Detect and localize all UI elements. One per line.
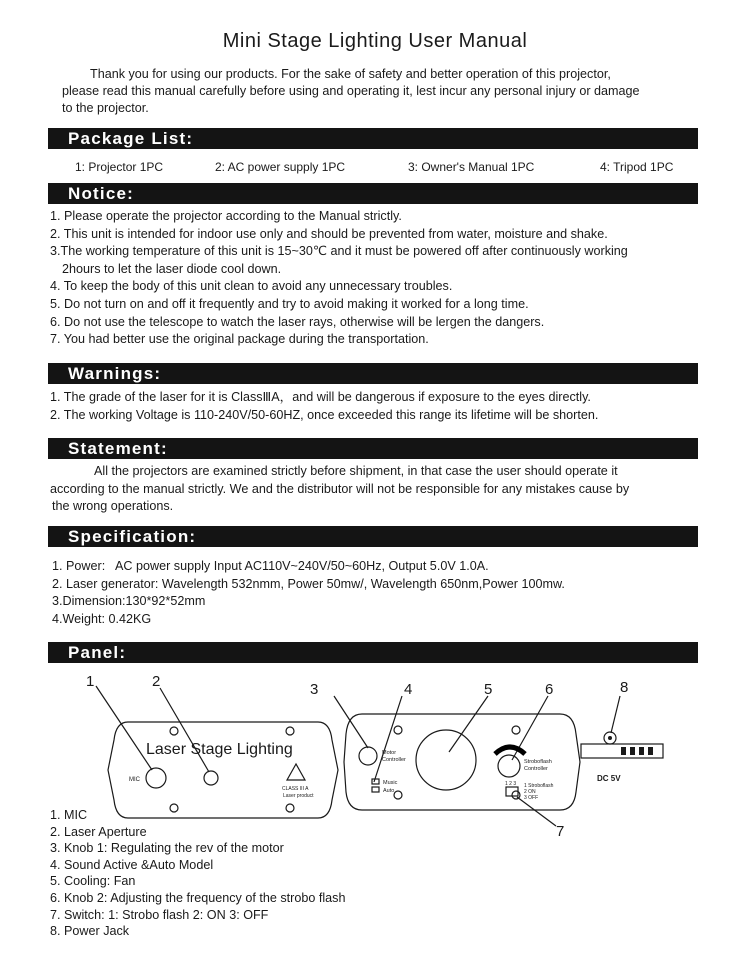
notice-item: 4. To keep the body of this unit clean to avoid any unnecessary troubles. [50, 279, 453, 294]
panel-heading-bar [48, 642, 698, 663]
legend-item: 2. Laser Aperture [50, 824, 147, 839]
notice-item: 5. Do not turn on and off it frequently and try to avoid making it worked for a long time. [50, 296, 529, 311]
spec-item: 1. Power: AC power supply Input AC110V~240V/50~60Hz, Output 5.0V 1.0A. [52, 559, 489, 573]
package-item: 3: Owner's Manual 1PC [408, 160, 535, 174]
switch-option-2: 2 ON [524, 789, 536, 795]
intro-line-2: please read this manual carefully before using and operating it, lest incur any personal injury or damage [62, 84, 640, 98]
switch-option-1: 1 Stroboflash [524, 783, 554, 789]
callout-8: 8 [620, 679, 629, 696]
notice-list [50, 208, 730, 349]
notice-item: 1. Please operate the projector according to the Manual strictly. [50, 209, 402, 223]
legend-item: 6. Knob 2: Adjusting the frequency of the strobo flash [50, 890, 346, 905]
back-screw [512, 726, 520, 734]
switch-numbers: 1 2 3 [505, 781, 517, 787]
spec-item: 4.Weight: 0.42KG [52, 611, 152, 626]
statement-paragraph [50, 463, 710, 516]
leader-line [611, 696, 620, 733]
statement-line-1: All the projectors are examined strictly before shipment, in that case the user should operate it [94, 464, 618, 478]
legend-item: 3. Knob 1: Regulating the rev of the motor [50, 841, 284, 856]
back-screw [394, 791, 402, 799]
spec-item: 3.Dimension:130*92*52mm [52, 594, 206, 609]
power-jack-pin [608, 736, 612, 740]
legend-item: 4. Sound Active &Auto Model [50, 857, 214, 872]
leader-line [449, 696, 488, 752]
auto-label: Auto [383, 788, 395, 794]
legend-item: 5. Cooling: Fan [50, 874, 136, 889]
legend-item: 8. Power Jack [50, 924, 130, 939]
intro-line-1: Thank you for using our products. For the sake of safety and better operation of this projector, [90, 67, 611, 81]
notice-item: 2. This unit is intended for indoor use only and should be prevented from water, moisture and shake. [50, 226, 608, 241]
front-panel-label: Laser Stage Lighting [146, 741, 293, 758]
motor-knob [359, 747, 377, 765]
motor-label: Motor [382, 750, 397, 756]
class-label: CLASS III A [282, 786, 309, 792]
power-jack-teeth [630, 747, 635, 755]
power-jack-teeth [621, 747, 626, 755]
callout-5: 5 [484, 681, 493, 698]
controller-label: Controller [382, 757, 406, 763]
callout-4: 4 [404, 681, 413, 698]
intro-paragraph [62, 66, 712, 117]
leader-line [334, 696, 368, 748]
intro-line-3: to the projector. [62, 101, 149, 115]
laser-product-label: Laser product [283, 793, 314, 799]
package-item: 1: Projector 1PC [75, 160, 164, 174]
warnings-heading: Warnings: [68, 364, 162, 383]
package-list [48, 160, 698, 176]
back-screw [394, 726, 402, 734]
notice-heading: Notice: [68, 184, 135, 203]
statement-line-3: the wrong operations. [52, 499, 174, 514]
package-item: 2: AC power supply 1PC [215, 160, 346, 174]
music-label: Music [383, 780, 398, 786]
specification-list [52, 558, 732, 628]
warning-item: 1. The grade of the laser for it is ClassⅢA，and will be dangerous if exposure to the eyes directly. [50, 390, 591, 404]
statement-line-2: according to the manual strictly. We and the distributor will not be responsible for any mistakes cause by [50, 481, 630, 496]
statement-heading: Statement: [68, 439, 168, 458]
front-screw [170, 727, 178, 735]
mode-switch-auto [372, 787, 379, 792]
statement-heading-bar [48, 438, 698, 459]
panel-heading: Panel: [68, 643, 127, 662]
specification-heading-bar [48, 526, 698, 547]
leader-line [160, 688, 209, 772]
notice-heading-bar [48, 183, 698, 204]
notice-item: 3.The working temperature of this unit is 15~30℃ and it must be powered off after continuously working [50, 244, 628, 259]
warnings-list [50, 389, 730, 424]
manual-title: Mini Stage Lighting User Manual [222, 30, 528, 52]
warnings-heading-bar [48, 363, 698, 384]
leader-line [96, 686, 152, 770]
legend-item: 7. Switch: 1: Strobo flash 2: ON 3: OFF [50, 907, 269, 922]
package-list-heading: Package List: [68, 129, 194, 148]
callout-1: 1 [86, 673, 95, 690]
package-item: 4: Tripod 1PC [600, 160, 674, 174]
panel-legend [50, 807, 730, 940]
callout-3: 3 [310, 681, 319, 698]
mic-label: MIC [129, 777, 140, 783]
strobe-arc [495, 747, 525, 754]
fan-circle [416, 730, 476, 790]
front-screw [286, 727, 294, 735]
front-panel-outline [108, 722, 338, 818]
mode-switch-music [372, 779, 379, 784]
package-list-heading-bar [48, 128, 698, 149]
notice-item: 7. You had better use the original package during the transportation. [50, 332, 429, 347]
notice-item: 6. Do not use the telescope to watch the laser rays, otherwise will be lergen the dangers. [50, 314, 545, 329]
spec-item: 2. Laser generator: Wavelength 532nmm, Power 50mw/, Wavelength 650nm,Power 100mw. [52, 576, 565, 591]
specification-heading: Specification: [68, 527, 197, 546]
legend-item: 1. MIC [50, 808, 88, 822]
laser-aperture-circle [204, 771, 218, 785]
leader-line [374, 696, 402, 782]
callout-7: 7 [556, 823, 565, 840]
callout-6: 6 [545, 681, 554, 698]
strobe-knob [498, 755, 520, 777]
power-jack-teeth [648, 747, 653, 755]
strobe-label: Stroboflash [524, 759, 552, 765]
switch-option-3: 3 OFF [524, 795, 539, 801]
power-jack-teeth [639, 747, 644, 755]
mic-circle [146, 768, 166, 788]
callout-2: 2 [152, 673, 161, 690]
laser-warning-triangle [287, 764, 305, 780]
strobe-controller-label: Controller [524, 766, 548, 772]
jack-label: DC 5V [597, 774, 621, 783]
notice-item: 2hours to let the laser diode cool down. [62, 261, 282, 276]
warning-item: 2. The working Voltage is 110-240V/50-60HZ, once exceeded this range its lifetime will be shorten. [50, 407, 599, 422]
